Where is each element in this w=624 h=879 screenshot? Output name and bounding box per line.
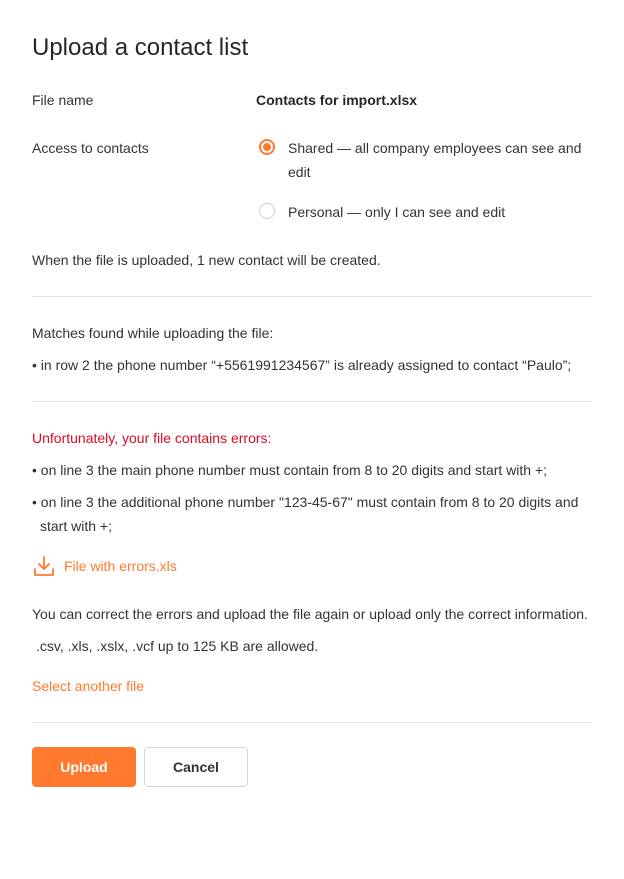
access-to-contacts-label: Access to contacts [32,140,149,156]
dialog-title: Upload a contact list [32,34,249,61]
allowed-formats: .csv, .xls, .xslx, .vcf up to 125 KB are allowed. [36,638,319,654]
correction-hint: You can correct the errors and upload the file again or upload only the correct information. [32,606,588,622]
match-item: • in row 2 the phone number “+5561991234567” is already assigned to contact “Paulo”; [32,357,572,373]
select-another-file-link[interactable]: Select another file [32,678,145,694]
radio-checked-icon[interactable] [259,139,275,155]
errors-file-download-link[interactable] [32,554,177,578]
access-option-personal[interactable] [256,200,592,224]
file-name-value: Contacts for import.xlsx [256,92,418,108]
access-option-shared[interactable] [256,136,592,184]
file-name-label: File name [32,92,94,108]
upload-button[interactable]: Upload [32,747,136,787]
download-icon [32,554,56,578]
divider [32,401,592,402]
upload-summary: When the file is uploaded, 1 new contact will be created. [32,252,381,268]
cancel-button[interactable]: Cancel [144,747,248,787]
radio-unchecked-icon[interactable] [259,203,275,219]
errors-heading: Unfortunately, your file contains errors: [32,430,272,446]
access-option-shared-label: Shared — all company employees can see and edit [288,140,582,180]
access-option-personal-label: Personal — only I can see and edit [288,204,506,220]
errors-file-link-label: File with errors.xls [64,558,177,574]
error-item: • on line 3 the main phone number must contain from 8 to 20 digits and start with +; [32,462,548,478]
divider [32,722,592,723]
error-item: • on line 3 the additional phone number "123-45-67" must contain from 8 to 20 digits and start with +; [32,494,579,534]
divider [32,296,592,297]
matches-heading: Matches found while uploading the file: [32,325,274,341]
